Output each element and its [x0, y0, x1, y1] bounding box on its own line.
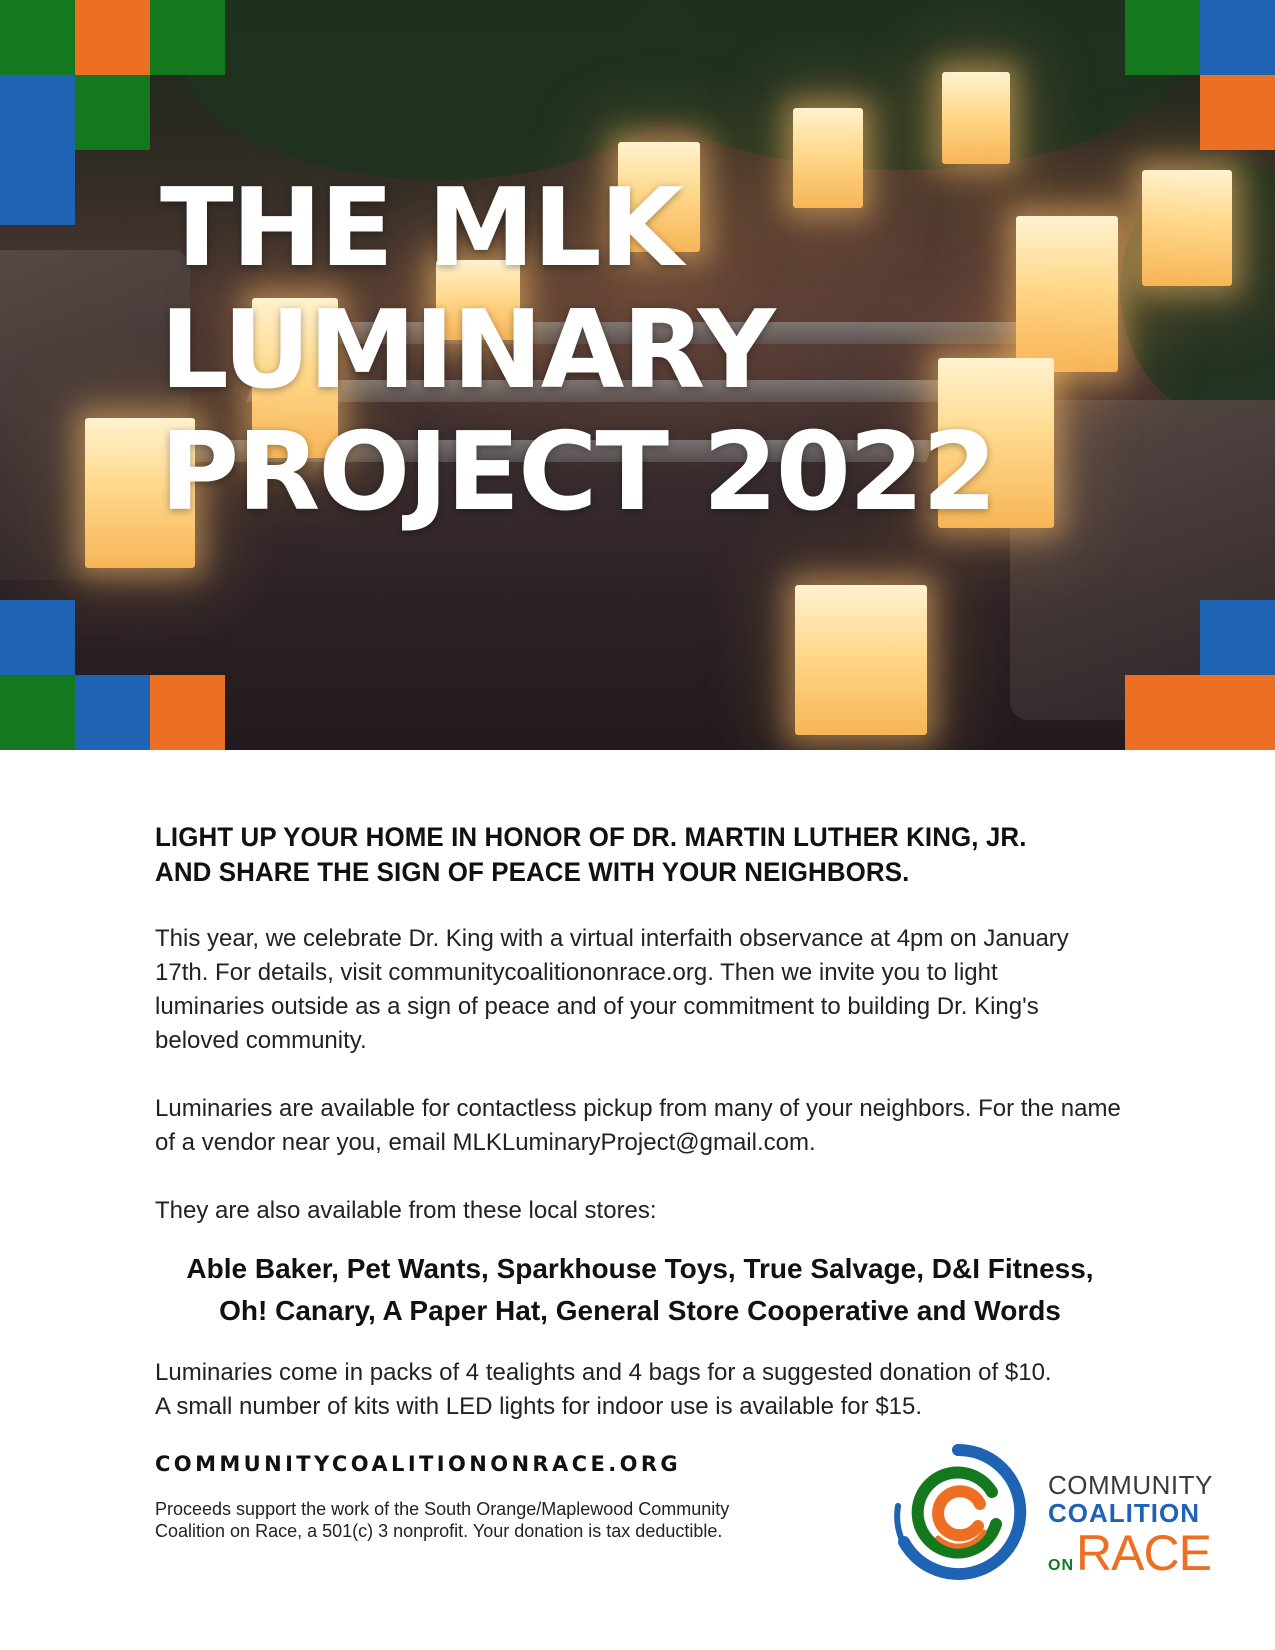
paragraph-line: 17th. For details, visit communitycoalitiononrace.org. Then we invite you to light — [155, 959, 998, 986]
headline — [155, 820, 1144, 890]
corner-square — [0, 75, 75, 150]
logo-row-on-race — [1048, 1525, 1213, 1581]
corner-square — [1125, 0, 1200, 75]
paragraph-line: They are also available from these local stores: — [155, 1197, 657, 1224]
swirl-circle-logo-icon — [888, 1442, 1028, 1582]
corner-square — [1200, 675, 1275, 750]
corner-square — [1200, 0, 1275, 75]
title-line: THE MLK — [160, 166, 682, 291]
paragraph-line: A small number of kits with LED lights for indoor use is available for $15. — [155, 1393, 923, 1420]
logo-wordmark — [1048, 1470, 1213, 1581]
logo-word-on: ON — [1048, 1557, 1074, 1574]
headline-line: LIGHT UP YOUR HOME IN HONOR OF DR. MARTIN LUTHER KING, JR. — [155, 822, 1027, 852]
intro-paragraph — [155, 922, 1185, 1058]
title-line: LUMINARY — [160, 288, 774, 414]
paragraph-line: Luminaries are available for contactless pickup from many of your neighbors. For the name — [155, 1095, 1121, 1122]
website-url: COMMUNITYCOALITIONONRACE.ORG — [155, 1452, 682, 1476]
coalition-logo — [888, 1442, 1228, 1582]
luminary-lantern — [795, 585, 927, 735]
corner-square — [1200, 600, 1275, 675]
corner-square — [75, 675, 150, 750]
corner-square — [0, 600, 75, 675]
title-line: PROJECT 2022 — [160, 410, 996, 536]
paragraph-line: of a vendor near you, email MLKLuminaryProject@gmail.com. — [155, 1129, 816, 1156]
stores-intro — [155, 1194, 1185, 1228]
corner-square — [150, 675, 225, 750]
luminary-lantern — [942, 72, 1010, 164]
corner-square — [0, 0, 75, 75]
corner-square — [150, 0, 225, 75]
paragraph-line: This year, we celebrate Dr. King with a virtual interfaith observance at 4pm on January — [155, 925, 1069, 952]
hero-image — [0, 0, 1275, 750]
note-line: Coalition on Race, a 501(c) 3 nonprofit. Your donation is tax deductible. — [155, 1521, 723, 1541]
donation-note — [155, 1498, 835, 1542]
corner-square — [75, 75, 150, 150]
paragraph-line: luminaries outside as a sign of peace and of your commitment to building Dr. King's — [155, 993, 1039, 1020]
corner-square — [1200, 75, 1275, 150]
corner-square — [75, 0, 150, 75]
store-list — [155, 1248, 1125, 1332]
pickup-paragraph — [155, 1092, 1185, 1160]
logo-word-coalition: COALITION — [1048, 1498, 1200, 1528]
poster-title — [160, 168, 1210, 534]
paragraph-line: beloved community. — [155, 1027, 367, 1054]
foliage-shape — [620, 0, 1180, 170]
logo-word-community: COMMUNITY — [1048, 1470, 1213, 1500]
store-list-line: Able Baker, Pet Wants, Sparkhouse Toys, True Salvage, D&I Fitness, — [186, 1253, 1094, 1284]
headline-line: AND SHARE THE SIGN OF PEACE WITH YOUR NEIGHBORS. — [155, 857, 910, 887]
corner-square — [1125, 675, 1200, 750]
body-content — [155, 820, 1185, 1424]
pricing-paragraph — [155, 1356, 1185, 1424]
store-list-line: Oh! Canary, A Paper Hat, General Store Cooperative and Words — [219, 1295, 1061, 1326]
logo-word-race: RACE — [1076, 1525, 1211, 1581]
corner-square — [0, 675, 75, 750]
corner-square — [0, 150, 75, 225]
paragraph-line: Luminaries come in packs of 4 tealights and 4 bags for a suggested donation of $10. — [155, 1359, 1052, 1386]
note-line: Proceeds support the work of the South Orange/Maplewood Community — [155, 1499, 730, 1519]
